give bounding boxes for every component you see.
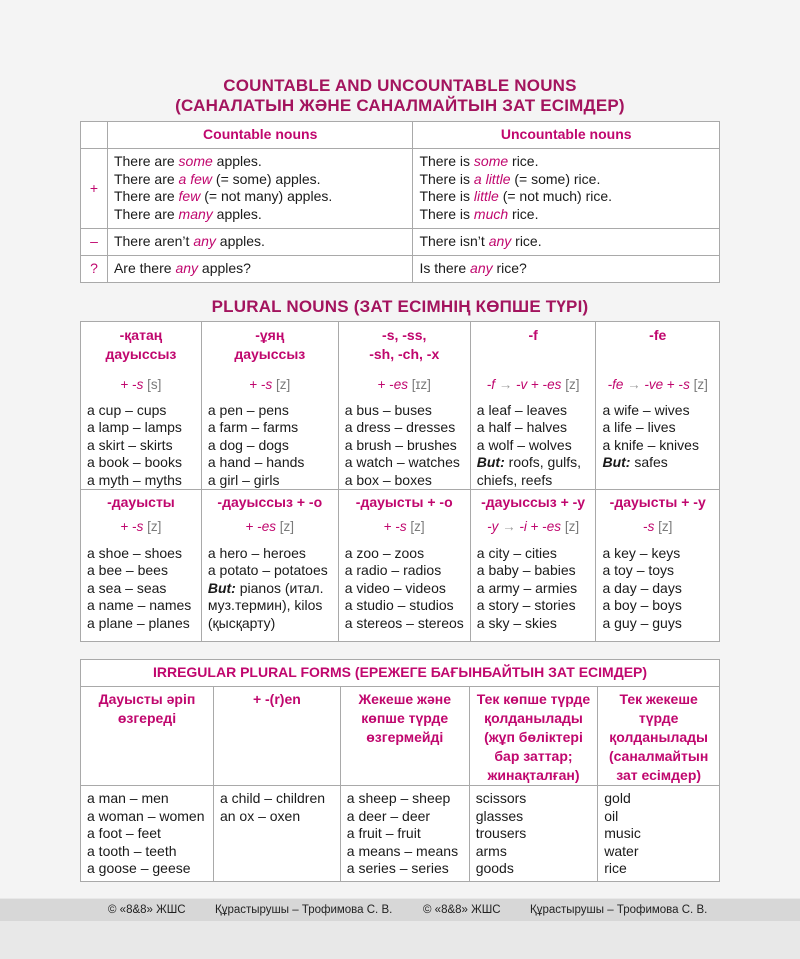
irregular-list-plural-only: scissors glasses trousers arms goods [469, 786, 598, 882]
negative-sign: – [81, 229, 108, 256]
irregular-header-singular-only: Тек жекеше түрде қолданылады (саналмайтын зат есімдер) [598, 687, 720, 786]
irregular-list-vowel: a man – men a woman – women a foot – feet a tooth – teeth a goose – geese [81, 786, 214, 882]
plural-col-vowel-o: -дауысты + -o + -s [z] a zoo – zoos a radio – radios a video – videos a studio – studios a stereos – stereos [338, 490, 470, 642]
countable-negative: There aren’t any apples. [107, 229, 412, 256]
uncountable-positive [413, 149, 720, 229]
footer-author: Құрастырушы – Трофимова С. В. [215, 904, 393, 916]
positive-sign: + [81, 149, 108, 229]
plural-col-voiceless: -қатаң дауыссыз + -s [s] a cup – cups a lamp – lamps a skirt – skirts a book – books a myth – myths [81, 322, 202, 490]
countable-question: Are there any apples? [107, 256, 412, 283]
irregular-list-singular-only: gold oil music water rice [598, 786, 720, 882]
title-countable-kazakh: (САНАЛАТЫН ЖӘНЕ САНАЛМАЙТЫН ЗАТ ЕСІМДЕР) [175, 96, 625, 115]
footer-copyright: © «8&8» ЖШС [423, 904, 501, 916]
irregular-header-plural-only: Тек көпше түрде қолданылады (жұп бөліктері бар заттар; жинақталған) [469, 687, 598, 786]
irregular-table [80, 659, 720, 882]
title-plural: PLURAL NOUNS (ЗАТ ЕСІМНІҢ КӨПШЕ ТҮРІ) [211, 297, 589, 316]
irregular-title: IRREGULAR PLURAL FORMS (ЕРЕЖЕГЕ БАҒЫНБАЙТЫН ЗАТ ЕСІМДЕР) [81, 660, 720, 687]
title-countable: COUNTABLE AND UNCOUNTABLE NOUNS [223, 76, 577, 95]
plural-col-f: -f -f → -v + -es [z] a leaf – leaves a half – halves a wolf – wolves But: roofs, gulfs, chiefs, reefs [470, 322, 596, 490]
sentence: There is little (= not much) rice. [419, 188, 613, 204]
plural-col-fe: -fe -fe → -ve + -s [z] a wife – wives a life – lives a knife – knives But: safes [596, 322, 720, 490]
countable-header: Countable nouns [107, 122, 412, 149]
plural-col-vowel-y: -дауысты + -y -s [z] a key – keys a toy – toys a day – days a boy – boys a guy – guys [596, 490, 720, 642]
footer-author: Құрастырушы – Трофимова С. В. [530, 904, 708, 916]
sentence: There are many apples. [113, 205, 262, 222]
uncountable-question: Is there any rice? [413, 256, 720, 283]
countable-table [80, 121, 720, 283]
irregular-list-unchanged: a sheep – sheep a deer – deer a fruit – fruit a means – means a series – series [340, 786, 469, 882]
irregular-header-ren: + -(r)en [213, 687, 340, 786]
sentence: There is a little (= some) rice. [419, 170, 601, 187]
countable-positive [107, 149, 412, 229]
empty-corner [81, 122, 108, 149]
sentence: There are a few (= some) apples. [113, 170, 321, 187]
arrow-icon: → [498, 377, 513, 392]
uncountable-negative: There isn’t any rice. [413, 229, 720, 256]
arrow-icon: → [627, 377, 641, 392]
sentence: There is much rice. [419, 205, 539, 222]
irregular-header-vowel: Дауысты әріп өзгереді [81, 687, 214, 786]
sentence: There are few (= not many) apples. [113, 188, 333, 204]
irregular-header-unchanged: Жекеше және көпше түрде өзгермейді [340, 687, 469, 786]
irregular-list-ren: a child – children an ox – oxen [213, 786, 340, 882]
footer-copyright: © «8&8» ЖШС [108, 904, 186, 916]
plural-col-consonant-o: -дауыссыз + -o + -es [z] a hero – heroes a potato – potatoes But: pianos (итал. муз.термин), kilos (қысқарту) [201, 490, 338, 642]
question-sign: ? [81, 256, 108, 283]
plural-col-voiced: -ұяң дауыссыз + -s [z] a pen – pens a farm – farms a dog – dogs a hand – hands a girl – girls [201, 322, 338, 490]
arrow-icon: → [502, 519, 516, 534]
sentence: There are some apples. [113, 153, 262, 169]
sentence: There is some rice. [419, 153, 539, 169]
uncountable-header: Uncountable nouns [413, 122, 720, 149]
plural-table [80, 321, 720, 642]
plural-col-sibilant: -s, -ss, -sh, -ch, -x + -es [ɪz] a bus – buses a dress – dresses a brush – brushes a watch – watches a box – boxes [338, 322, 470, 490]
plural-col-consonant-y: -дауыссыз + -y -y → -i + -es [z] a city – cities a baby – babies a army – armies a story – stories a sky – skies [470, 490, 596, 642]
footer [0, 899, 800, 921]
plural-col-vowel: -дауысты + -s [z] a shoe – shoes a bee – bees a sea – seas a name – names a plane – planes [81, 490, 202, 642]
